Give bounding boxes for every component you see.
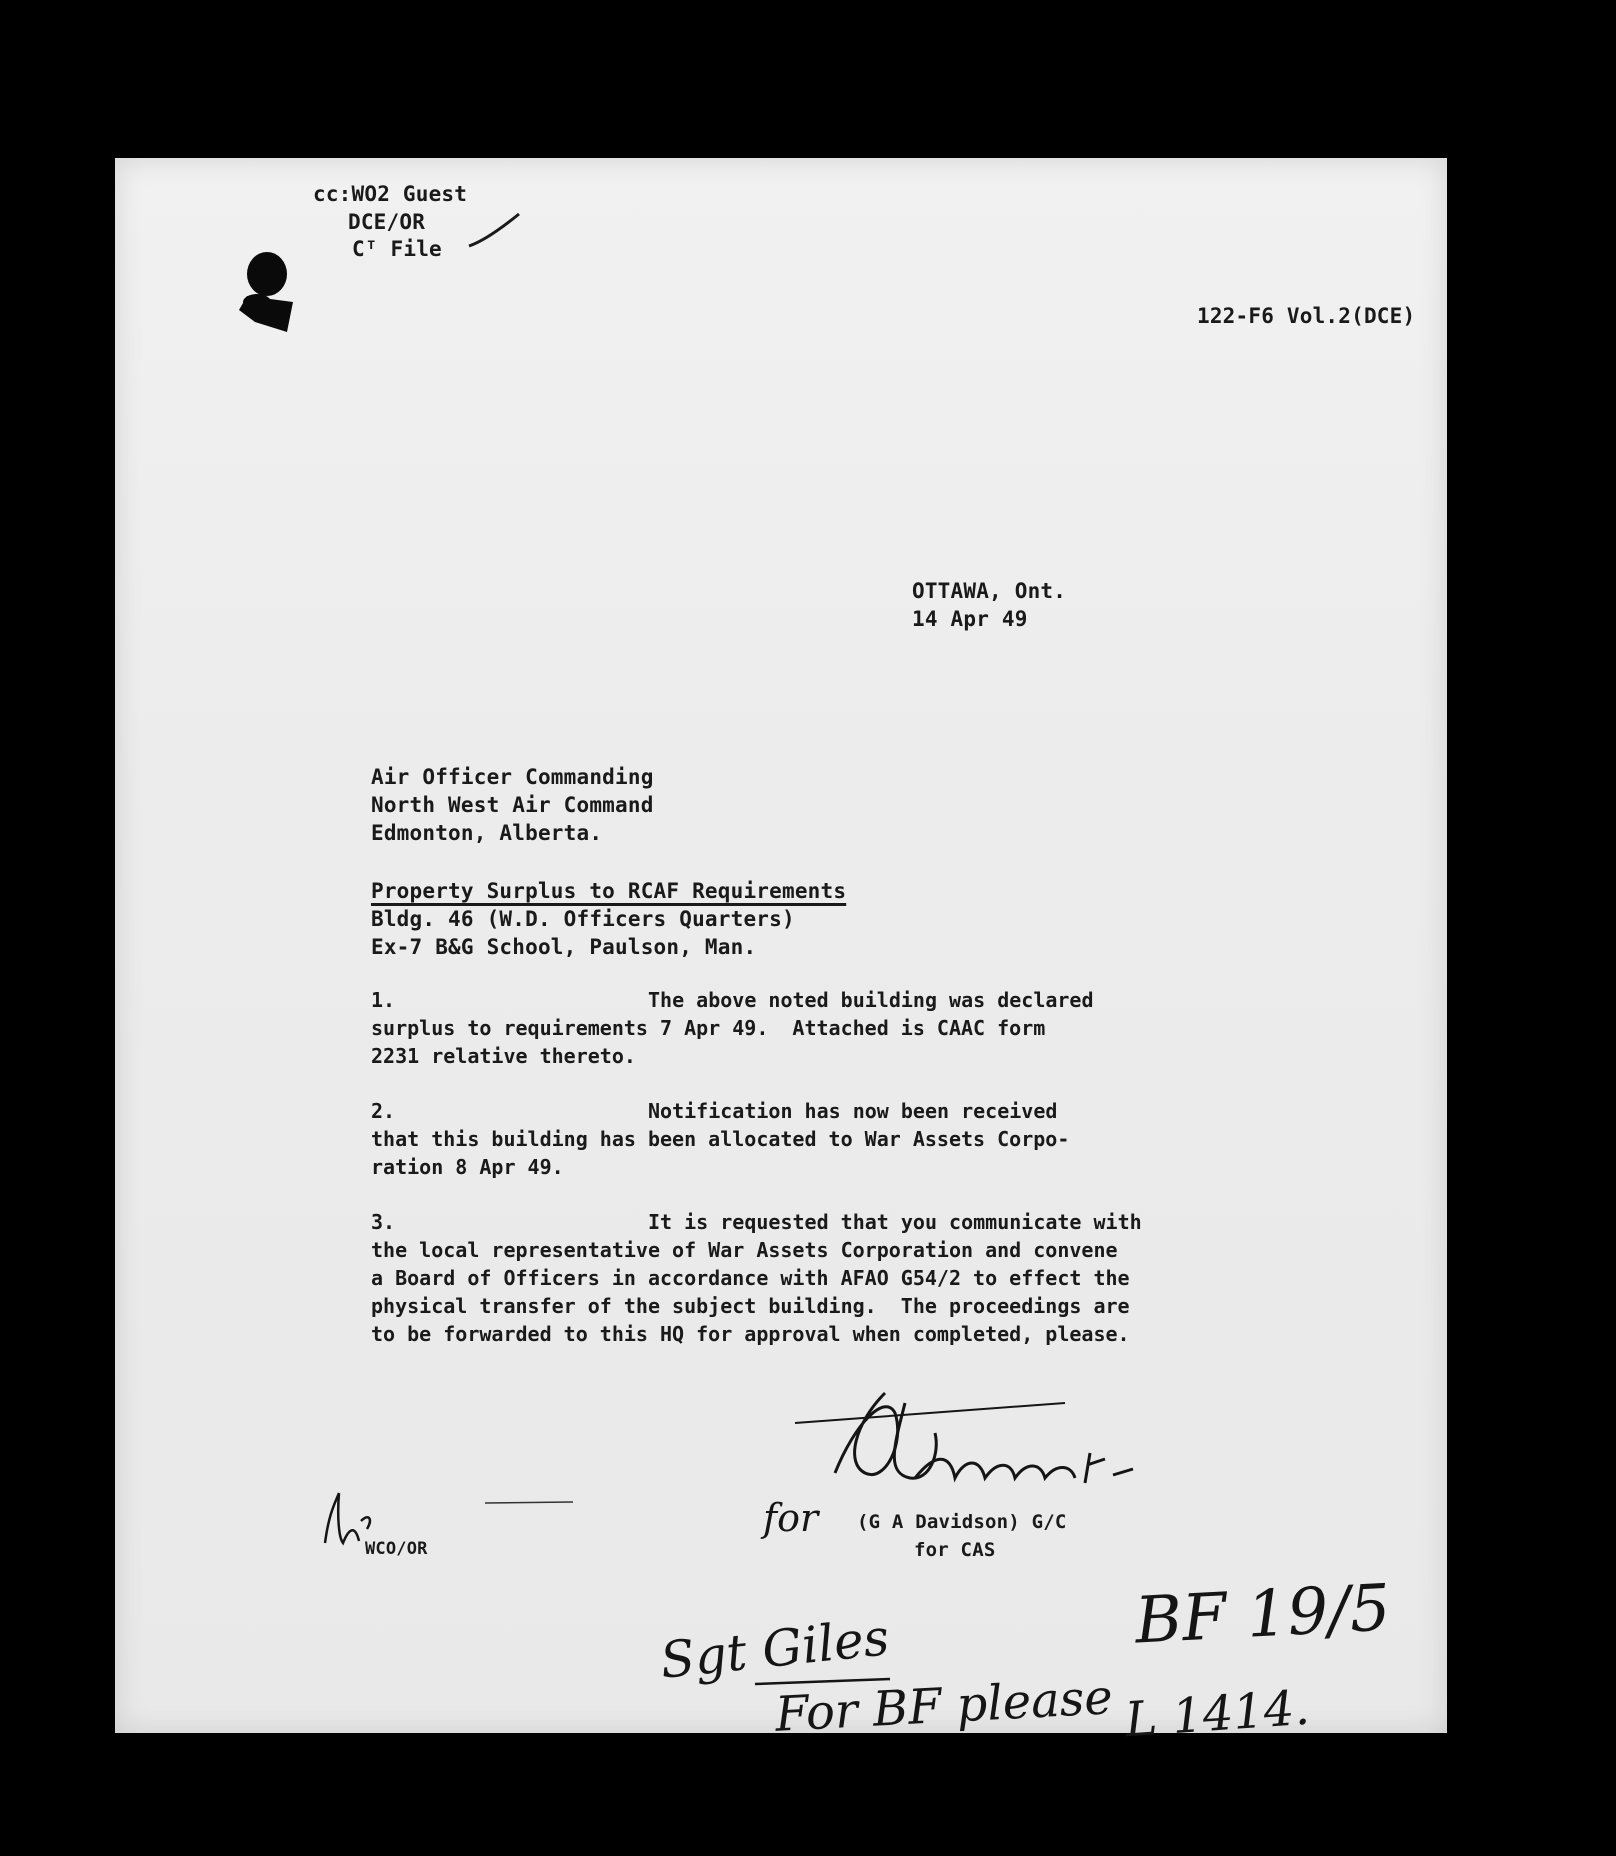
paragraph-2-number: 2. — [371, 1099, 396, 1123]
handwritten-bf: BF 19/5 — [1133, 1571, 1393, 1659]
addressee-line-2: North West Air Command — [371, 793, 654, 817]
signature-name: (G A Davidson) G/C — [857, 1511, 1067, 1533]
paragraph-1-number: 1. — [371, 988, 396, 1012]
addressee-line-3: Edmonton, Alberta. — [371, 821, 603, 845]
cc-line-2: DCE/OR — [348, 210, 426, 234]
signature-title: for CAS — [914, 1539, 996, 1561]
paragraph-2-line-2: that this building has been allocated to War Assets Corpo- — [371, 1127, 1070, 1151]
place: OTTAWA, Ont. — [912, 579, 1067, 603]
paragraph-3-line-4: physical transfer of the subject building. The proceedings are — [371, 1294, 1130, 1318]
paragraph-3 — [371, 1208, 1381, 1348]
paragraph-3-line-3: a Board of Officers in accordance with AFAO G54/2 to effect the — [371, 1266, 1130, 1290]
paragraph-3-line-1: It is requested that you communicate with — [648, 1210, 1142, 1234]
ink-blot — [235, 250, 305, 340]
paragraph-1-line-2: surplus to requirements 7 Apr 49. Attached is CAAC form — [371, 1016, 1046, 1040]
separator-line — [485, 1500, 575, 1506]
subject-title: Property Surplus to RCAF Requirements — [371, 879, 847, 903]
subject-line-3: Ex-7 B&G School, Paulson, Man. — [371, 935, 757, 959]
paragraph-2-line-3: ration 8 Apr 49. — [371, 1155, 564, 1179]
paragraph-3-line-2: the local representative of War Assets Corporation and convene — [371, 1238, 1118, 1262]
paragraph-1 — [371, 986, 1331, 1070]
document-page — [115, 158, 1447, 1749]
paragraph-1-line-3: 2231 relative thereto. — [371, 1044, 636, 1068]
cc-line-3: Cᵀ File — [352, 237, 442, 261]
tick-mark — [467, 210, 527, 250]
paragraph-2-line-1: Notification has now been received — [648, 1099, 1058, 1123]
handwritten-note-1: Sgt Giles — [657, 1608, 892, 1690]
paragraph-2 — [371, 1097, 1331, 1181]
initials-reference: WCO/OR — [365, 1539, 428, 1559]
signature-for: for — [763, 1496, 819, 1540]
paragraph-3-line-5: to be forwarded to this HQ for approval when completed, please. — [371, 1322, 1130, 1346]
handwritten-note-2: For BF please — [773, 1669, 1114, 1743]
addressee-line-1: Air Officer Commanding — [371, 765, 654, 789]
paragraph-3-number: 3. — [371, 1210, 396, 1234]
date: 14 Apr 49 — [912, 607, 1028, 631]
subject-line-2: Bldg. 46 (W.D. Officers Quarters) — [371, 907, 795, 931]
file-reference: 122-F6 Vol.2(DCE) — [1197, 304, 1416, 328]
handwritten-note-3: L 1414. — [1123, 1679, 1312, 1749]
paragraph-1-line-1: The above noted building was declared — [648, 988, 1094, 1012]
cc-line-1: cc:WO2 Guest — [313, 182, 468, 206]
